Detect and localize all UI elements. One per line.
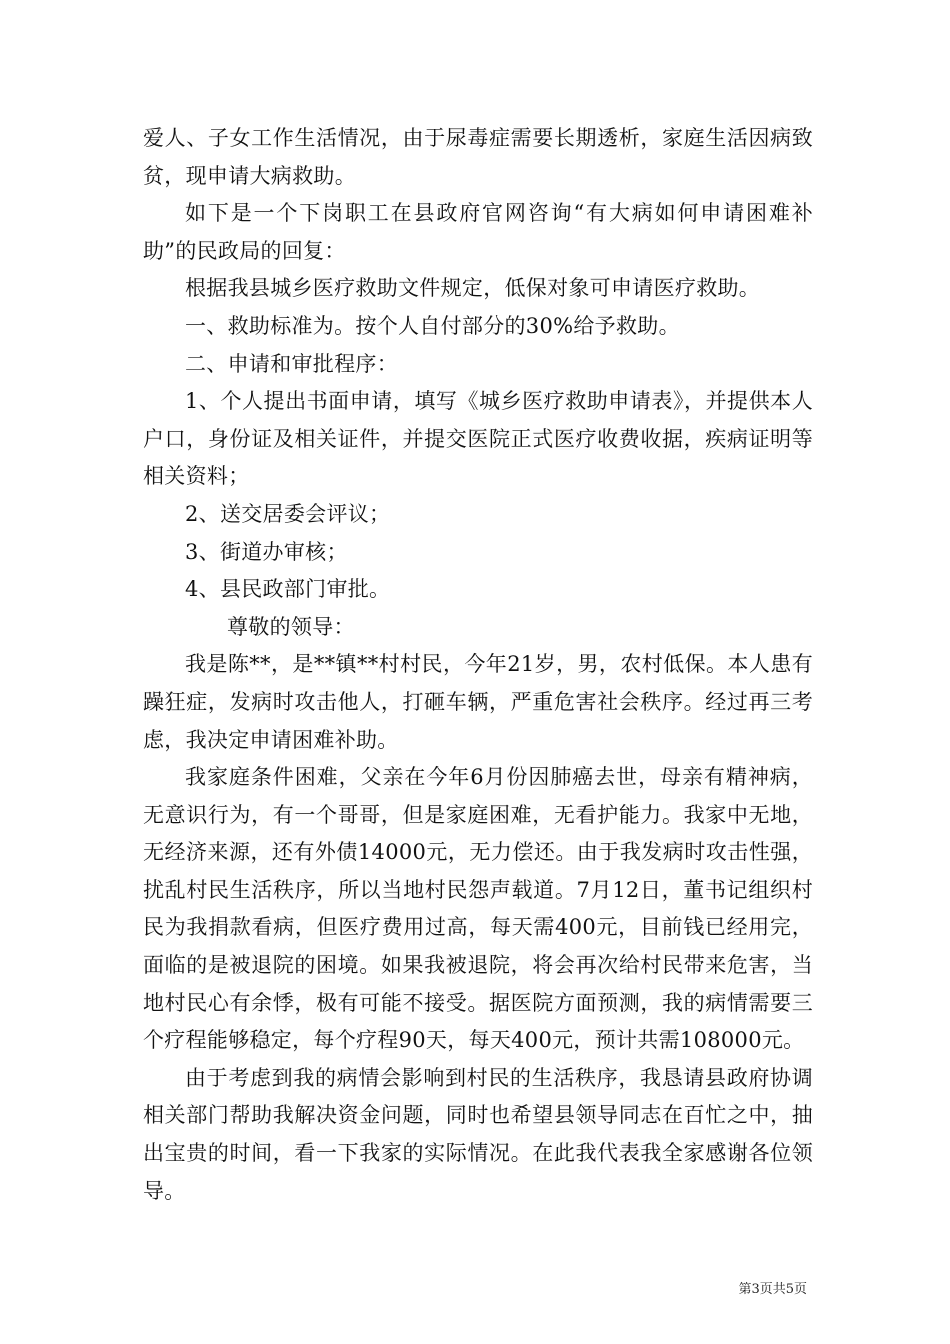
paragraph-procedure-step-1: 1、个人提出书面申请，填写《城乡医疗救助申请表》，并提供本人户口，身份证及相关证件，并提交医院正式医疗收费收据，疾病证明等相关资料； xyxy=(143,389,813,489)
document-body xyxy=(143,120,813,1210)
paragraph-reply: 根据我县城乡医疗救助文件规定，低保对象可申请医疗救助。 xyxy=(185,276,761,301)
paragraph-procedure-step-3: 3、街道办审核； xyxy=(185,539,348,564)
paragraph-procedure-heading: 二、申请和审批程序： xyxy=(185,351,398,376)
paragraph-continuation: 爱人、子女工作生活情况，由于尿毒症需要长期透析，家庭生活因病致贫，现申请大病救助。 xyxy=(143,126,813,188)
paragraph-intro: 如下是一个下岗职工在县政府官网咨询“有大病如何申请困难补助”的民政局的回复： xyxy=(143,201,813,263)
paragraph-procedure-step-4: 4、县民政部门审批。 xyxy=(185,577,391,602)
letter-greeting: 尊敬的领导： xyxy=(227,614,355,639)
paragraph-standard: 一、救助标准为。按个人自付部分的30%给予救助。 xyxy=(185,313,680,338)
paragraph-request: 由于考虑到我的病情会影响到村民的生活秩序，我恳请县政府协调相关部门帮助我解决资金问题，同时也希望县领导同志在百忙之中，抽出宝贵的时间，看一下我家的实际情况。在此我代表我全家感谢各位领导。 xyxy=(143,1065,813,1203)
page-number: 第3页共5页 xyxy=(738,1282,807,1297)
paragraph-self-intro: 我是陈**，是**镇**村村民，今年21岁，男，农村低保。本人患有躁狂症，发病时攻击他人，打砸车辆，严重危害社会秩序。经过再三考虑，我决定申请困难补助。 xyxy=(143,652,813,752)
paragraph-family-situation: 我家庭条件困难，父亲在今年6月份因肺癌去世，母亲有精神病，无意识行为，有一个哥哥，但是家庭困难，无看护能力。我家中无地，无经济来源，还有外债14000元，无力偿还。由于我发病时攻击性强，扰乱村民生活秩序，所以当地村民怨声载道。7月12日，董书记组织村民为我捐款看病，但医疗费用过高，每天需400元，目前钱已经用完，面临的是被退院的困境。如果我被退院，将会再次给村民带来危害，当地村民心有余悸，极有可能不接受。据医院方面预测，我的病情需要三个疗程能够稳定，每个疗程90天，每天400元，预计共需108000元。 xyxy=(143,765,813,1053)
paragraph-procedure-step-2: 2、送交居委会评议； xyxy=(185,501,391,526)
